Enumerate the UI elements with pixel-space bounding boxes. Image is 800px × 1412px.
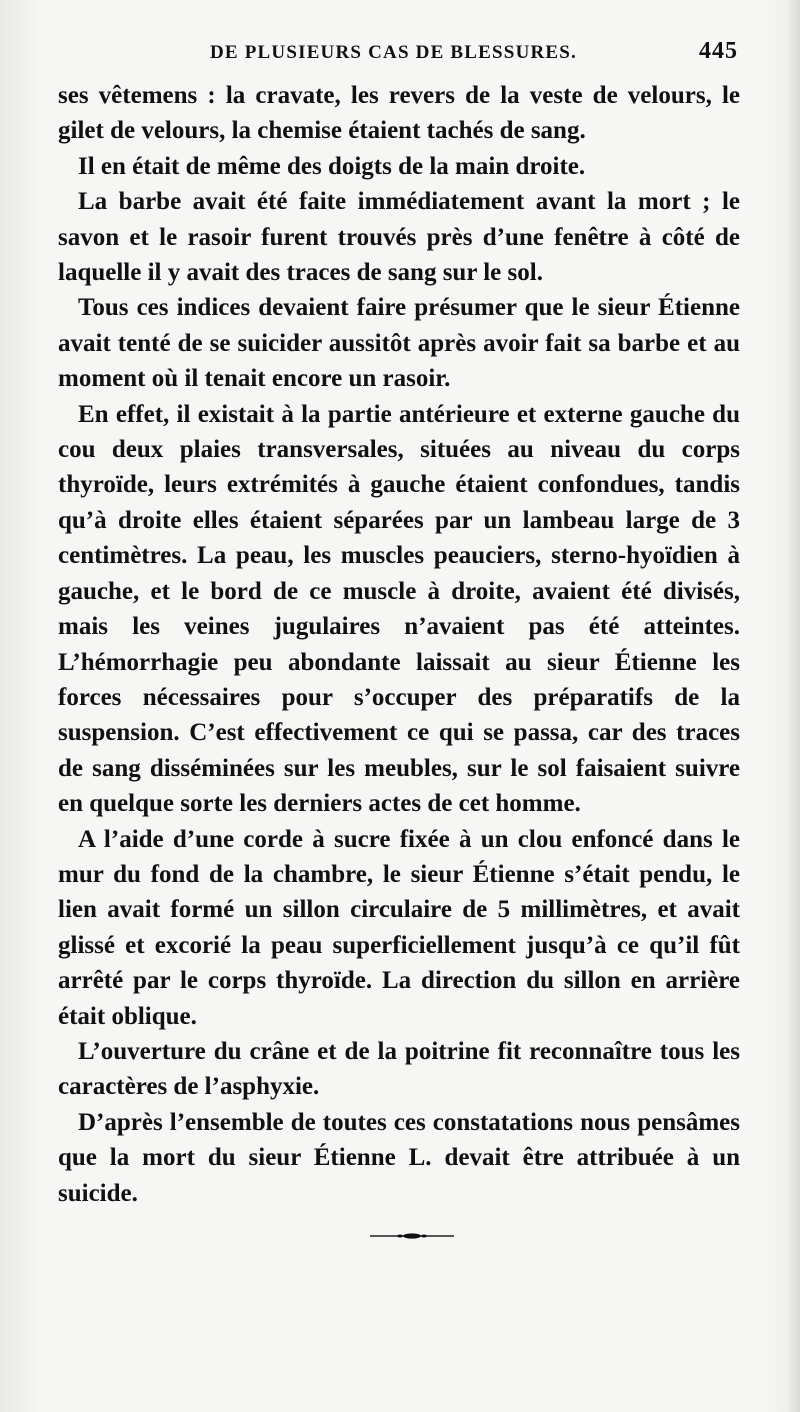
paragraph: La barbe avait été faite immédiatement avant la mort ; le savon et le rasoir furent trouvés près d’une fenêtre à côté de laquelle il y avait des traces de sang sur le sol. <box>58 188 740 287</box>
paragraph: L’ouverture du crâne et de la poitrine fit reconnaître tous les caractères de l’asphyxie. <box>58 1037 740 1101</box>
end-ornament-rule <box>370 1233 454 1239</box>
paragraph: Tous ces indices devaient faire présumer que le sieur Étienne avait tenté de se suicider aussitôt après avoir fait sa barbe et au moment où il tenait encore un rasoir. <box>58 294 740 393</box>
body-text <box>58 78 740 1211</box>
paragraph: A l’aide d’une corde à sucre fixée à un clou enfoncé dans le mur du fond de la chambre, le sieur Étienne s’était pendu, le lien avait formé un sillon circulaire de 5 millimètres, et avait glissé et excorié la peau superficiellement jusqu’à ce qu’il fût arrêté par le corps thyroïde. La direction du sillon en arrière était oblique. <box>58 825 740 1030</box>
paragraph: En effet, il existait à la partie antérieure et externe gauche du cou deux plaies transversales, situées au niveau du corps thyroïde, leurs extrémités à gauche étaient confondues, tandis qu’à droite elles étaient séparées par un lambeau large de 3 centimètres. La peau, les muscles peauciers, sterno-hyoïdien à gauche, et le bord de ce muscle à droite, avaient été divisés, mais les veines jugulaires n’avaient pas été atteintes. L’hémorrhagie peu abondante laissait au sieur Étienne les forces nécessaires pour s’occuper des préparatifs de la suspension. C’est effectivement ce qui se passa, car des traces de sang disséminées sur les meubles, sur le sol faisaient suivre en quelque sorte les derniers actes de cet homme. <box>58 400 740 818</box>
running-head: DE PLUSIEURS CAS DE BLESSURES. <box>209 42 578 63</box>
page-binding-shadow <box>786 0 800 1412</box>
page-header <box>58 38 738 72</box>
paragraph: ses vêtemens : la cravate, les revers de la veste de velours, le gilet de velours, la chemise étaient tachés de sang. <box>58 82 740 145</box>
paragraph: Il en était de même des doigts de la main droite. <box>78 152 586 180</box>
page-number: 445 <box>699 38 738 64</box>
paragraph: D’après l’ensemble de toutes ces constatations nous pensâmes que la mort du sieur Étienne L. devait être attribuée à un suicide. <box>58 1108 740 1207</box>
